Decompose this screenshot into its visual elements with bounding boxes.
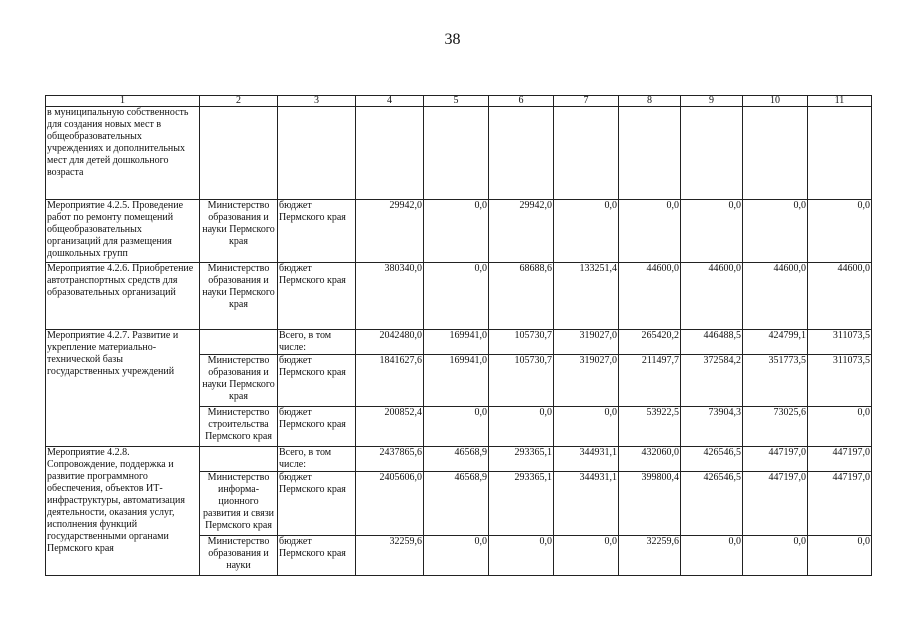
column-header: 1 [46,96,200,107]
value-cell: 44600,0 [743,263,808,330]
value-cell: 0,0 [554,536,619,576]
value-cell: 73025,6 [743,407,808,447]
value-cell: 0,0 [808,536,872,576]
value-cell: 447197,0 [743,472,808,536]
activity-name: в муниципальную собственность для создания новых мест в общеобразовательных учреждениях и дополнительных мест для детей дошкольного возраста [46,107,200,200]
value-cell [554,107,619,200]
value-cell: 29942,0 [356,200,424,263]
value-cell: 0,0 [808,407,872,447]
value-cell: 447197,0 [808,472,872,536]
value-cell: 2042480,0 [356,330,424,355]
column-header: 11 [808,96,872,107]
column-header: 4 [356,96,424,107]
value-cell [356,107,424,200]
value-cell: 105730,7 [489,355,554,407]
executor-cell: Министерство образования и науки Пермского края [200,200,278,263]
column-header: 10 [743,96,808,107]
value-cell: 53922,5 [619,407,681,447]
value-cell: 0,0 [489,536,554,576]
value-cell: 44600,0 [619,263,681,330]
column-header: 2 [200,96,278,107]
table-row [46,200,872,263]
value-cell: 0,0 [489,407,554,447]
column-header: 5 [424,96,489,107]
activity-name: Мероприятие 4.2.8. Сопровождение, поддержка и развитие программного обеспечения, объектов ИТ-инфраструктуры, автоматизация деятельности, оказания услуг, исполнения функций государственными органами Пермского края [46,447,200,576]
executor-cell [200,330,278,355]
value-cell: 447197,0 [743,447,808,472]
value-cell: 2405606,0 [356,472,424,536]
funding-source-cell: бюджет Пермского края [278,200,356,263]
activity-name: Мероприятие 4.2.6. Приобретение автотранспортных средств для образовательных организаций [46,263,200,330]
executor-cell [200,447,278,472]
value-cell: 0,0 [681,200,743,263]
value-cell [681,107,743,200]
value-cell: 372584,2 [681,355,743,407]
value-cell: 32259,6 [356,536,424,576]
table-row [46,330,872,355]
value-cell: 133251,4 [554,263,619,330]
activity-name: Мероприятие 4.2.5. Проведение работ по ремонту помещений общеобразовательных организаций для размещения дошкольных групп [46,200,200,263]
value-cell: 426546,5 [681,472,743,536]
value-cell: 432060,0 [619,447,681,472]
value-cell: 0,0 [554,200,619,263]
value-cell [619,107,681,200]
funding-source-cell: Всего, в том числе: [278,330,356,355]
value-cell: 447197,0 [808,447,872,472]
column-header: 6 [489,96,554,107]
value-cell: 446488,5 [681,330,743,355]
value-cell: 44600,0 [681,263,743,330]
value-cell [489,107,554,200]
value-cell: 426546,5 [681,447,743,472]
value-cell: 29942,0 [489,200,554,263]
value-cell: 319027,0 [554,355,619,407]
funding-source-cell: бюджет Пермского края [278,536,356,576]
value-cell: 0,0 [424,407,489,447]
value-cell: 32259,6 [619,536,681,576]
value-cell: 311073,5 [808,355,872,407]
value-cell: 211497,7 [619,355,681,407]
executor-cell: Министерство строительства Пермского края [200,407,278,447]
value-cell: 2437865,6 [356,447,424,472]
value-cell: 1841627,6 [356,355,424,407]
funding-source-cell: бюджет Пермского края [278,407,356,447]
value-cell: 105730,7 [489,330,554,355]
executor-cell [200,107,278,200]
table-row [46,263,872,330]
executor-cell: Министерство образования и науки Пермского края [200,355,278,407]
value-cell: 0,0 [424,200,489,263]
value-cell: 0,0 [743,200,808,263]
value-cell: 0,0 [424,536,489,576]
value-cell: 0,0 [743,536,808,576]
column-header-row [46,96,872,107]
table-row [46,107,872,200]
value-cell: 311073,5 [808,330,872,355]
funding-source-cell: бюджет Пермского края [278,472,356,536]
value-cell: 0,0 [619,200,681,263]
funding-source-cell: бюджет Пермского края [278,263,356,330]
value-cell: 293365,1 [489,472,554,536]
value-cell: 293365,1 [489,447,554,472]
value-cell: 380340,0 [356,263,424,330]
value-cell: 399800,4 [619,472,681,536]
page-number: 38 [444,31,461,48]
value-cell: 0,0 [424,263,489,330]
value-cell [424,107,489,200]
activity-name: Мероприятие 4.2.7. Развитие и укрепление материально-технической базы государственных учреждений [46,330,200,447]
value-cell: 169941,0 [424,330,489,355]
value-cell: 44600,0 [808,263,872,330]
column-header: 8 [619,96,681,107]
value-cell: 169941,0 [424,355,489,407]
value-cell: 424799,1 [743,330,808,355]
value-cell: 265420,2 [619,330,681,355]
table-row [46,447,872,472]
value-cell: 46568,9 [424,472,489,536]
value-cell: 0,0 [681,536,743,576]
funding-source-cell [278,107,356,200]
column-header: 3 [278,96,356,107]
budget-table [45,95,872,576]
value-cell: 73904,3 [681,407,743,447]
value-cell [743,107,808,200]
value-cell [808,107,872,200]
funding-source-cell: Всего, в том числе: [278,447,356,472]
value-cell: 344931,1 [554,472,619,536]
value-cell: 319027,0 [554,330,619,355]
value-cell: 0,0 [808,200,872,263]
column-header: 7 [554,96,619,107]
value-cell: 0,0 [554,407,619,447]
value-cell: 344931,1 [554,447,619,472]
funding-source-cell: бюджет Пермского края [278,355,356,407]
value-cell: 46568,9 [424,447,489,472]
executor-cell: Министерство образования и науки Пермского края [200,263,278,330]
column-header: 9 [681,96,743,107]
executor-cell: Министерство образования и науки [200,536,278,576]
value-cell: 68688,6 [489,263,554,330]
executor-cell: Министерство информа- ционного развития и связи Пермского края [200,472,278,536]
value-cell: 351773,5 [743,355,808,407]
value-cell: 200852,4 [356,407,424,447]
